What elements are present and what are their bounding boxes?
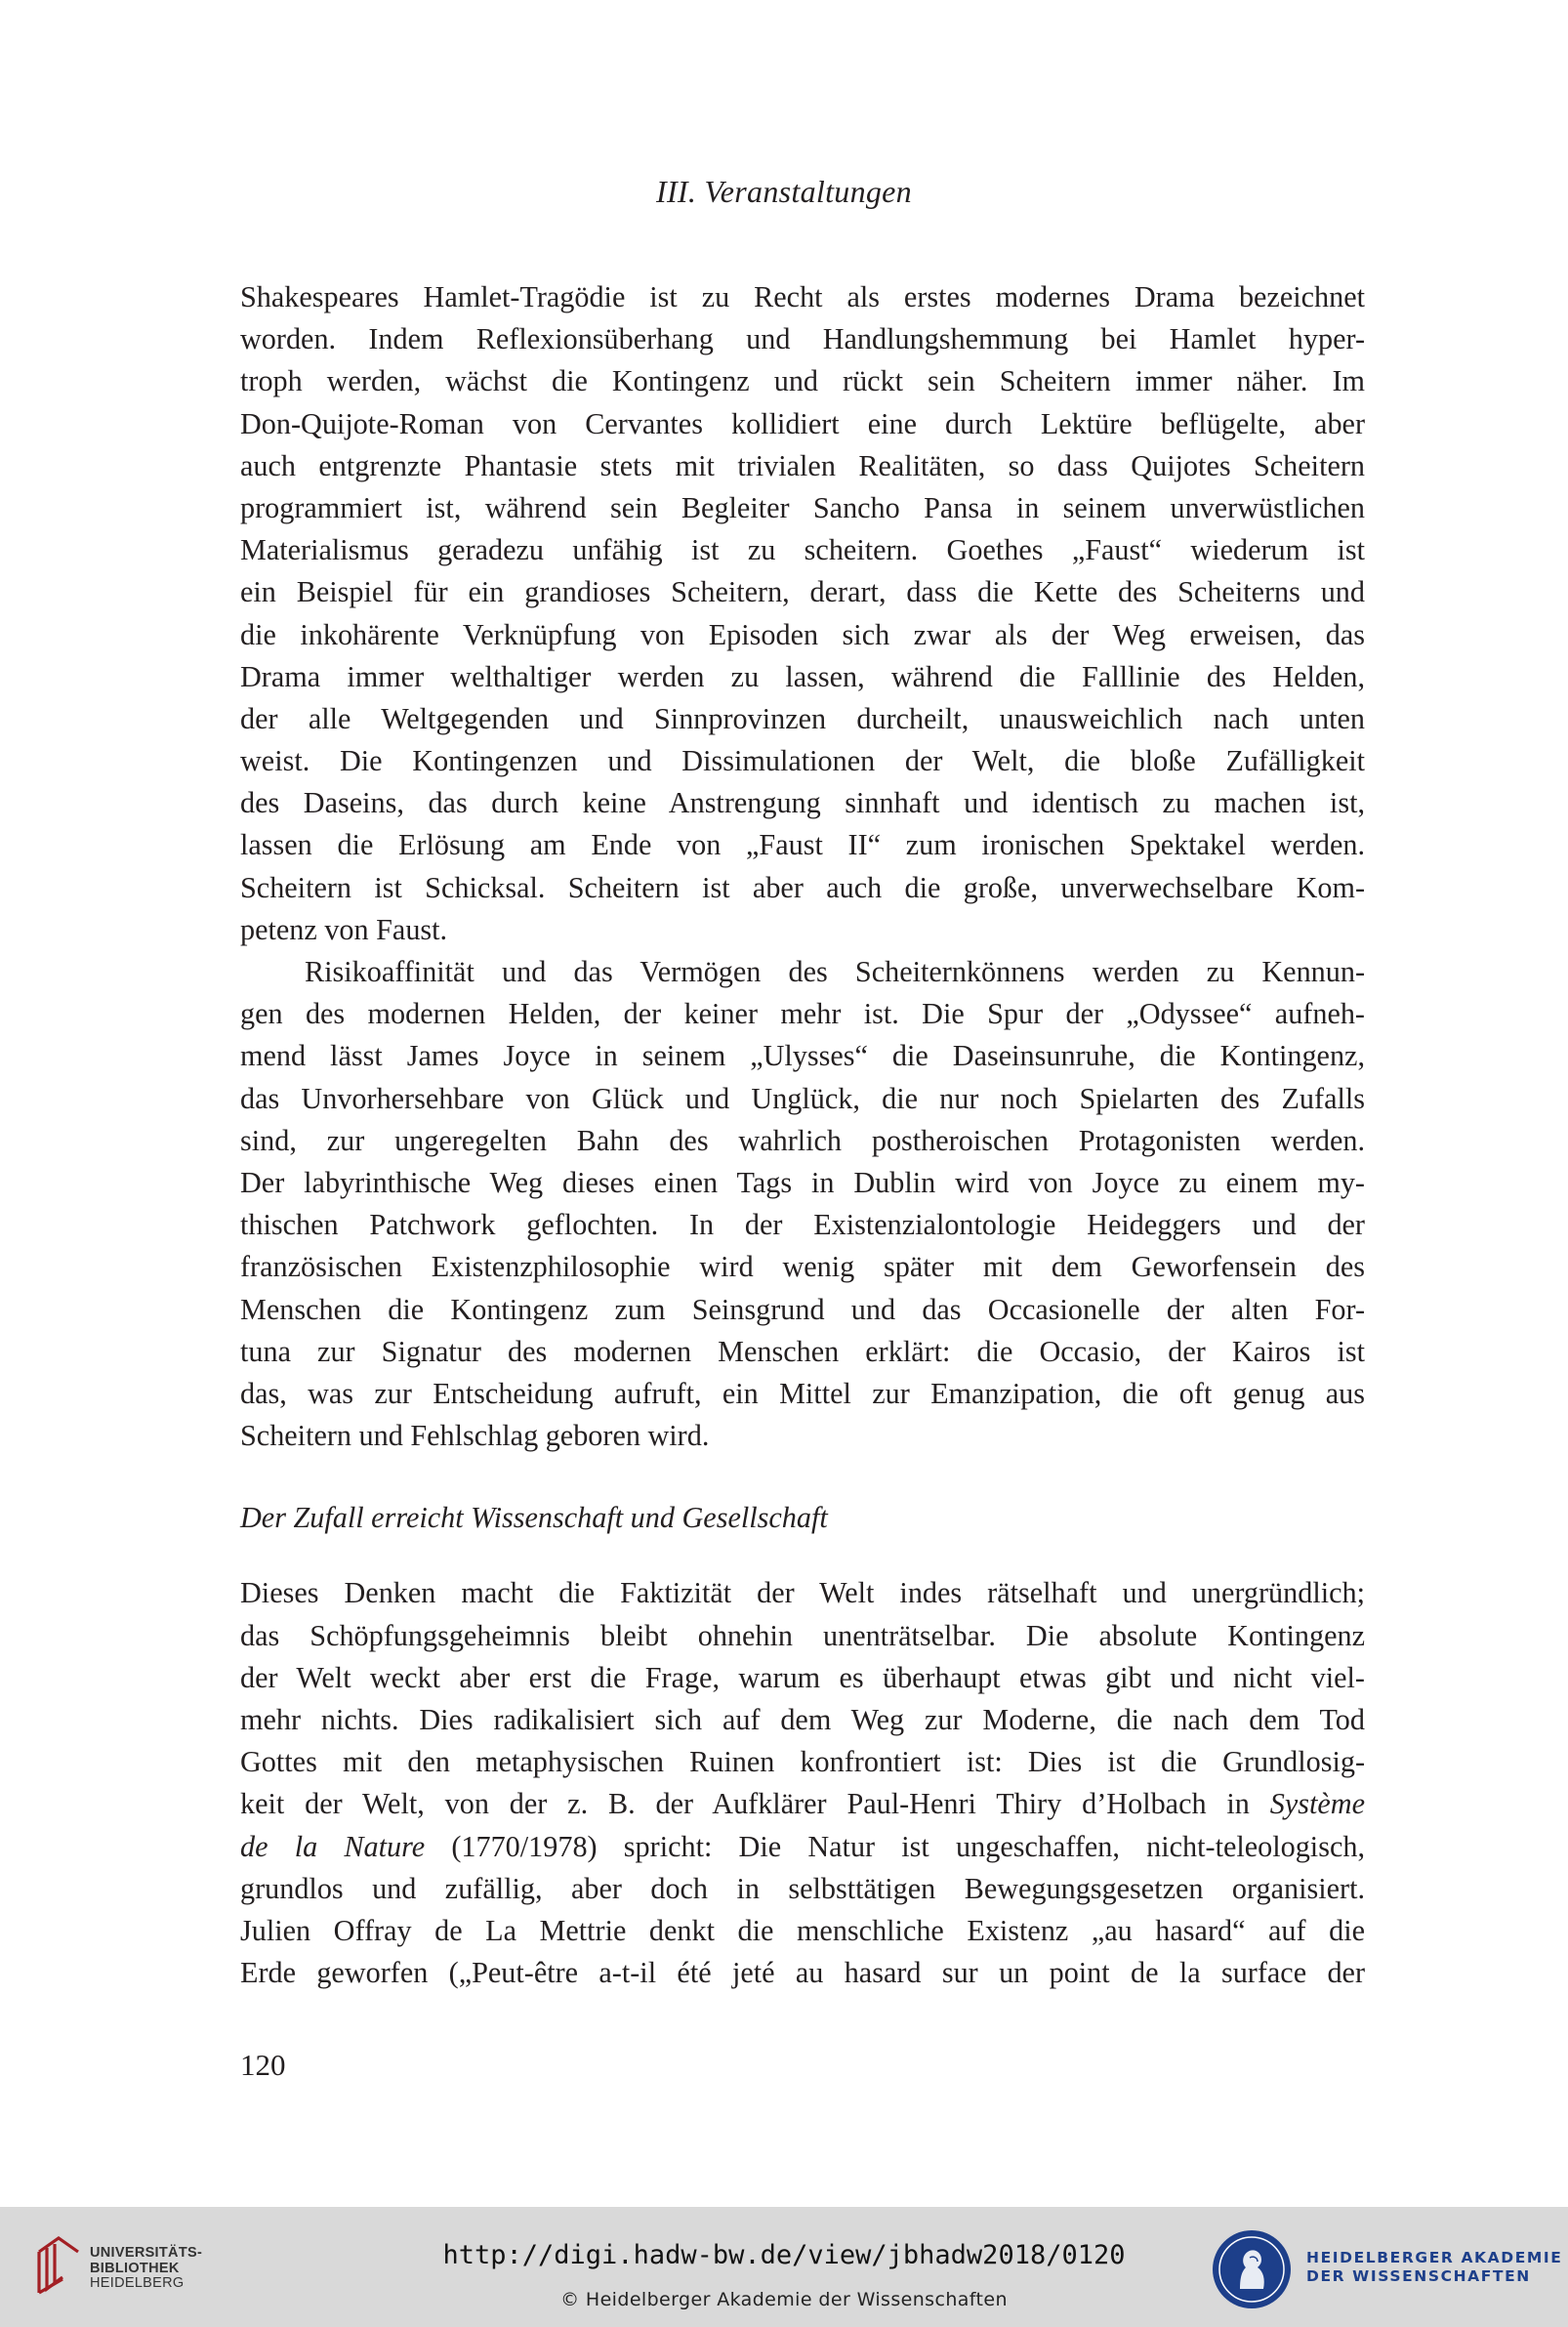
italic-title: Système bbox=[1269, 1787, 1365, 1821]
text-line: Julien Offray de La Mettrie denkt die menschliche Existenz „au hasard“ auf die bbox=[240, 1913, 1365, 1947]
text-line: das Schöpfungsgeheimnis bleibt ohnehin unenträtselbar. Die absolute Kontingenz bbox=[240, 1618, 1365, 1652]
running-head: III. Veranstaltungen bbox=[656, 174, 912, 209]
academy-name bbox=[1306, 2249, 1562, 2286]
text-line: die inkohärente Verknüpfung von Episoden sich zwar als der Weg erweisen, das bbox=[240, 617, 1365, 651]
text-line: petenz von Faust. bbox=[240, 912, 448, 946]
text-line: der alle Weltgegenden und Sinnprovinzen durcheilt, unausweichlich nach unten bbox=[240, 701, 1365, 735]
text-line: Shakespeares Hamlet-Tragödie ist zu Recht als erstes modernes Drama bezeichnet bbox=[240, 280, 1365, 313]
page-number: 120 bbox=[240, 2048, 286, 2082]
text-line: auch entgrenzte Phantasie stets mit trivialen Realitäten, so dass Quijotes Scheitern bbox=[240, 448, 1365, 482]
text-line: programmiert ist, während sein Begleiter Sancho Pansa in seinem unverwüstlichen bbox=[240, 490, 1365, 524]
text-line: des Daseins, das durch keine Anstrengung sinnhaft und identisch zu machen ist, bbox=[240, 786, 1365, 820]
text-line: Don-Quijote-Roman von Cervantes kollidiert eine durch Lektüre beflügelte, aber bbox=[240, 406, 1365, 440]
paragraph-2 bbox=[240, 951, 1365, 1457]
library-name-line: BIBLIOTHEK bbox=[90, 2260, 180, 2276]
library-name-line: UNIVERSITÄTS- bbox=[90, 2245, 203, 2261]
text-line: französischen Existenzphilosophie wird wenig später mit dem Geworfensein des bbox=[240, 1250, 1365, 1284]
text-line: Gottes mit den metaphysischen Ruinen konfrontiert ist: Dies ist die Grundlosig- bbox=[240, 1745, 1365, 1779]
text-line: Risikoaffinität und das Vermögen des Scheiternkönnens werden zu Kennun- bbox=[305, 955, 1365, 988]
text-line: der Welt weckt aber erst die Frage, warum es überhaupt etwas gibt und nicht viel- bbox=[240, 1660, 1365, 1694]
text-line: Materialismus geradezu unfähig ist zu scheitern. Goethes „Faust“ wiederum ist bbox=[240, 533, 1365, 567]
text-line: Scheitern und Fehlschlag geboren wird. bbox=[240, 1419, 710, 1453]
footer-bar bbox=[0, 2207, 1568, 2327]
text-line: gen des modernen Helden, der keiner mehr ist. Die Spur der „Odyssee“ aufneh- bbox=[240, 997, 1365, 1031]
text-line: Menschen die Kontingenz zum Seinsgrund und das Occasionelle der alten For- bbox=[240, 1292, 1365, 1326]
text-line: mehr nichts. Dies radikalisiert sich auf dem Weg zur Moderne, die nach dem Tod bbox=[240, 1703, 1365, 1736]
academy-name-line: DER WISSENSCHAFTEN bbox=[1306, 2267, 1531, 2285]
text-line bbox=[240, 1826, 1365, 1868]
text-line: troph werden, wächst die Kontingenz und rückt sein Scheitern immer näher. Im bbox=[240, 364, 1365, 398]
academy-name-line: HEIDELBERGER AKADEMIE bbox=[1306, 2249, 1563, 2266]
paragraph-3 bbox=[240, 1572, 1365, 1994]
text-line: grundlos und zufällig, aber doch in selbsttätigen Bewegungsgesetzen organisiert. bbox=[240, 1871, 1365, 1905]
text-line: thischen Patchwork geflochten. In der Existenzialontologie Heideggers und der bbox=[240, 1208, 1365, 1242]
text-line: sind, zur ungeregelten Bahn des wahrlich postheroischen Protagonisten werden. bbox=[240, 1123, 1365, 1157]
text-line: das Unvorhersehbare von Glück und Unglück, die nur noch Spielarten des Zufalls bbox=[240, 1081, 1365, 1115]
text-line: worden. Indem Reflexionsüberhang und Handlungshemmung bei Hamlet hyper- bbox=[240, 322, 1365, 356]
text-line: mend lässt James Joyce in seinem „Ulysses“ die Daseinsunruhe, die Kontingenz, bbox=[240, 1039, 1365, 1073]
text-line: lassen die Erlösung am Ende von „Faust II“ zum ironischen Spektakel werden. bbox=[240, 828, 1365, 862]
text-line: Erde geworfen („Peut-être a-t-il été jeté au hasard sur un point de la surface der bbox=[240, 1956, 1365, 1990]
section-heading: Der Zufall erreicht Wissenschaft und Gesellschaft bbox=[240, 1501, 828, 1535]
text-span: keit der Welt, von der z. B. der Aufklärer Paul-Henri Thiry d’Holbach in bbox=[240, 1787, 1270, 1821]
text-line: ein Beispiel für ein grandioses Scheitern, derart, dass die Kette des Scheiterns und bbox=[240, 575, 1365, 609]
text-line: tuna zur Signatur des modernen Menschen erklärt: die Occasio, der Kairos ist bbox=[240, 1334, 1365, 1368]
academy-seal-icon[interactable] bbox=[1211, 2228, 1293, 2310]
body-text bbox=[240, 276, 1365, 1994]
text-line: Dieses Denken macht die Faktizität der Welt indes rätselhaft und unergründlich; bbox=[240, 1576, 1365, 1610]
text-span: (1770/1978) spricht: Die Natur ist ungeschaffen, nicht-teleologisch, bbox=[425, 1829, 1365, 1863]
copyright-notice: © Heidelberger Akademie der Wissenschaften bbox=[560, 2289, 1008, 2310]
text-line: Drama immer welthaltiger werden zu lassen, während die Falllinie des Helden, bbox=[240, 659, 1365, 693]
text-line: weist. Die Kontingenzen und Dissimulationen der Welt, die bloße Zufälligkeit bbox=[240, 744, 1365, 778]
document-url-link[interactable]: http://digi.hadw-bw.de/view/jbhadw2018/0120 bbox=[442, 2240, 1126, 2270]
paragraph-1 bbox=[240, 276, 1365, 951]
library-name-line: HEIDELBERG bbox=[90, 2275, 185, 2291]
text-line bbox=[240, 1783, 1365, 1825]
italic-title: de la Nature bbox=[240, 1829, 426, 1863]
text-line: Scheitern ist Schicksal. Scheitern ist aber auch die große, unverwechselbare Kom- bbox=[240, 870, 1365, 904]
text-line: Der labyrinthische Weg dieses einen Tags in Dublin wird von Joyce zu einem my- bbox=[240, 1165, 1365, 1199]
text-line: das, was zur Entscheidung aufruft, ein Mittel zur Emanzipation, die oft genug aus bbox=[240, 1376, 1365, 1410]
